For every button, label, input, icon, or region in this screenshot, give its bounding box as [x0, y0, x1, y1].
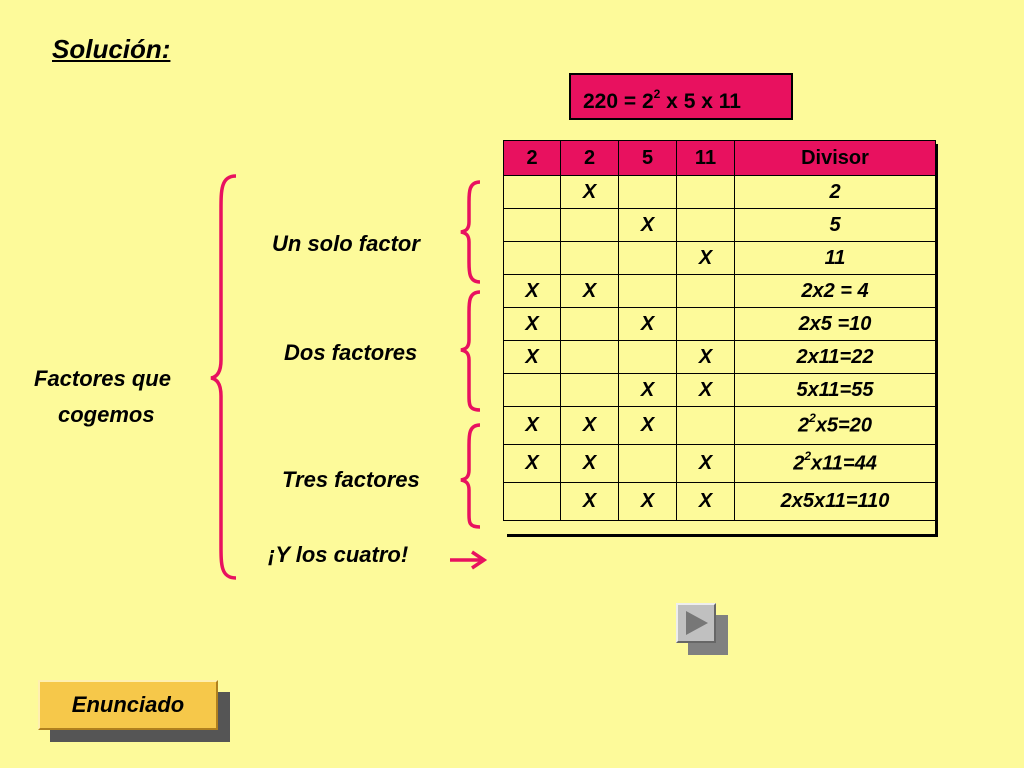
mark-cell: X [619, 308, 677, 341]
formula-exponent: 2 [653, 87, 661, 101]
large-brace [211, 176, 236, 578]
mark-cell: X [561, 275, 619, 308]
mark-cell: X [619, 407, 677, 445]
divisor-cell: 5 [735, 209, 936, 242]
brace-un-solo [461, 182, 480, 282]
brace-tres [461, 425, 480, 527]
mark-cell: X [677, 242, 735, 275]
divisor-base: 2 [793, 452, 805, 475]
header-cell: 11 [677, 141, 735, 176]
cuatro-factores-label: ¡Y los cuatro! [268, 542, 409, 567]
factores-label-line2: cogemos [58, 402, 155, 427]
un-solo-factor-label: Un solo factor [272, 231, 420, 256]
mark-cell: X [619, 374, 677, 407]
dos-factores-label: Dos factores [284, 340, 418, 365]
mark-cell: X [504, 341, 561, 374]
divisor-cell: 2x11=22 [735, 341, 936, 374]
divisor-cell: 2 [735, 176, 936, 209]
mark-cell: X [561, 483, 619, 521]
next-button-face[interactable] [676, 603, 716, 643]
next-button[interactable] [676, 603, 728, 655]
mark-cell: X [504, 308, 561, 341]
formula-suffix: x 5 x 11 [660, 90, 741, 113]
header-cell: 2 [561, 141, 619, 176]
mark-cell: X [561, 176, 619, 209]
mark-cell: X [504, 445, 561, 483]
factores-label-line1: Factores que [34, 366, 171, 391]
divisor-rest: x11=44 [811, 452, 877, 475]
page-title: Solución: [52, 34, 171, 64]
enunciado-button[interactable] [38, 680, 230, 742]
header-cell: 2 [504, 141, 561, 176]
mark-cell: X [619, 209, 677, 242]
mark-cell: X [677, 374, 735, 407]
divisor-cell: 2x5 =10 [735, 308, 936, 341]
brace-dos [461, 292, 480, 410]
mark-cell: X [677, 445, 735, 483]
tres-factores-label: Tres factores [282, 467, 420, 492]
header-cell: Divisor [735, 141, 936, 176]
enunciado-button-label[interactable]: Enunciado [38, 680, 218, 730]
divisor-cell: 5x11=55 [735, 374, 936, 407]
header-cell: 5 [619, 141, 677, 176]
divisor-cell: 11 [735, 242, 936, 275]
divisor-exponent: 2 [804, 449, 811, 464]
mark-cell: X [561, 407, 619, 445]
mark-cell: X [619, 483, 677, 521]
mark-cell: X [677, 341, 735, 374]
divisor-base: 2 [798, 414, 810, 437]
formula-prefix: 220 = 2 [583, 90, 654, 113]
mark-cell: X [504, 407, 561, 445]
play-triangle-icon [678, 605, 718, 645]
divisor-rest: x5=20 [815, 414, 872, 437]
divisor-exponent: 2 [809, 411, 816, 426]
right-arrow-icon [450, 552, 484, 568]
divisor-cell: 2x5x11=110 [735, 483, 936, 521]
divisor-cell: 2x2 = 4 [735, 275, 936, 308]
mark-cell: X [561, 445, 619, 483]
mark-cell: X [504, 275, 561, 308]
mark-cell: X [677, 483, 735, 521]
